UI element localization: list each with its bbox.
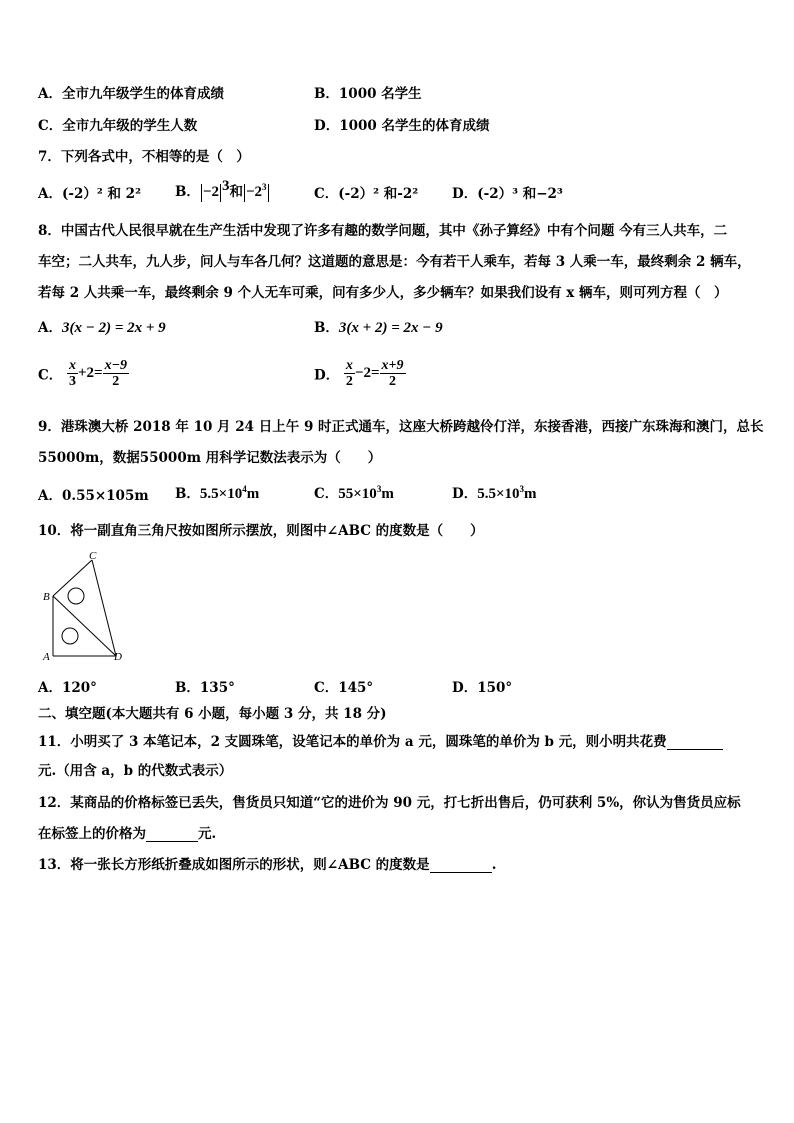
q9-option-c: C．$55\times 10^3m$ [314,484,394,502]
q8-line1: 8．中国古代人民很早就在生产生活中发现了许多有趣的数学问题，其中《孙子算经》中有个问题 今有三人共车，二 [38,223,728,239]
q10-stem: 10．将一副直角三角尺按如图所示摆放，则图中∠ABC 的度数是（ ） [38,523,484,539]
q10-option-a: A．120° [38,680,97,696]
q10-option-c: C．145° [314,680,374,696]
q11-line2: 元.（用含 a，b 的代数式表示） [38,763,233,779]
q7-option-b-label: B． [175,184,200,200]
q10-triangle-figure [38,548,128,666]
q7-option-d: D．(-2）³ 和−2³ [452,186,563,202]
q11-line1: 11．小明买了 3 本笔记本，2 支圆珠笔，设笔记本的单价为 a 元，圆珠笔的单价为 b 元，则小明共花费 [38,730,723,750]
q13-line: 13．将一张长方形纸折叠成如图所示的形状，则∠ABC 的度数是 . [38,857,497,873]
q10-label-b: B [43,591,50,603]
q8-option-b-equation: 3(x + 2) = 2x − 9 [338,320,443,336]
q6-option-d: D．1000 名学生的体育成绩 [314,118,490,134]
q8-c-frac2: $\frac{x-9}{2}$ [104,358,128,389]
q9-option-b: B．$5.5\times 10^4m$ [175,484,260,502]
q7-option-a: A．(-2）² 和 2² [38,186,141,202]
q12-line2: 在标签上的价格为 元. [38,826,217,842]
q11-answer-blank[interactable] [667,735,723,750]
section-2-heading: 二、填空题(本大题共有 6 小题，每小题 3 分，共 18 分) [38,706,387,722]
q9-line1: 9．港珠澳大桥 2018 年 10 月 24 日上午 9 时正式通车，这座大桥跨越伶仃洋，东接香港，西接广东珠海和澳门，总长 [38,419,764,435]
q9-option-d: D．$5.5\times 10^3m$ [452,484,537,502]
q8-line2: 车空；二人共车，九人步，问人与车各几何？这道题的意思是：今有若干人乘车，若每 3 人乘一车，最终剩余 2 辆车， [38,254,751,270]
q9-option-a: A．0.55×105m [38,488,149,504]
q8-d-frac1: $\frac{x}{2}$ [345,358,353,389]
q10-option-b: B．135° [175,680,235,696]
q8-option-c: C． $\frac{x}{3}$ +2= $\frac{x-9}{2}$ [38,358,128,389]
q7-stem: 7．下列各式中，不相等的是（ ） [38,149,250,165]
q10-label-d: D [114,651,122,663]
q6-option-c: C．全市九年级的学生人数 [38,118,198,134]
q8-c-frac1: $\frac{x}{3}$ [68,358,76,389]
q6-option-b: B．1000 名学生 [314,86,422,102]
q8-option-a-equation: 3(x − 2) = 2x + 9 [61,320,166,336]
q12-answer-blank[interactable] [146,827,198,842]
q7-option-b-and: 和 [229,184,243,200]
q8-option-d: D． $\frac{x}{2}$ −2= $\frac{x+9}{2}$ [314,358,404,389]
q8-option-b: B．3(x + 2) = 2x − 9 [314,320,443,336]
q8-d-frac2: $\frac{x+9}{2}$ [381,358,404,389]
q10-label-c: C [89,550,97,562]
q7-option-b: B． −2 $^3$和 $-2^3$ [175,178,267,200]
q10-option-d: D．150° [452,680,513,696]
q12-line1: 12．某商品的价格标签已丢失，售货员只知道“它的进价为 90 元，打七折出售后，仍可获利 5%，你认为售货员应标 [38,795,741,811]
q13-answer-blank[interactable] [430,858,492,873]
q8-option-a: A．3(x − 2) = 2x + 9 [38,320,166,336]
q7-option-c: C．(-2）² 和-2² [314,186,419,202]
q6-option-a: A．全市九年级学生的体育成绩 [38,86,224,102]
q10-label-a: A [43,651,50,663]
q9-line2: 55000m，数据55000m 用科学记数法表示为（ ） [38,450,382,466]
q8-line3: 若每 2 人共乘一车，最终剩余 9 个人无车可乘，问有多少人，多少辆车？如果我们设有 x 辆车，则可列方程（ ） [38,285,728,301]
